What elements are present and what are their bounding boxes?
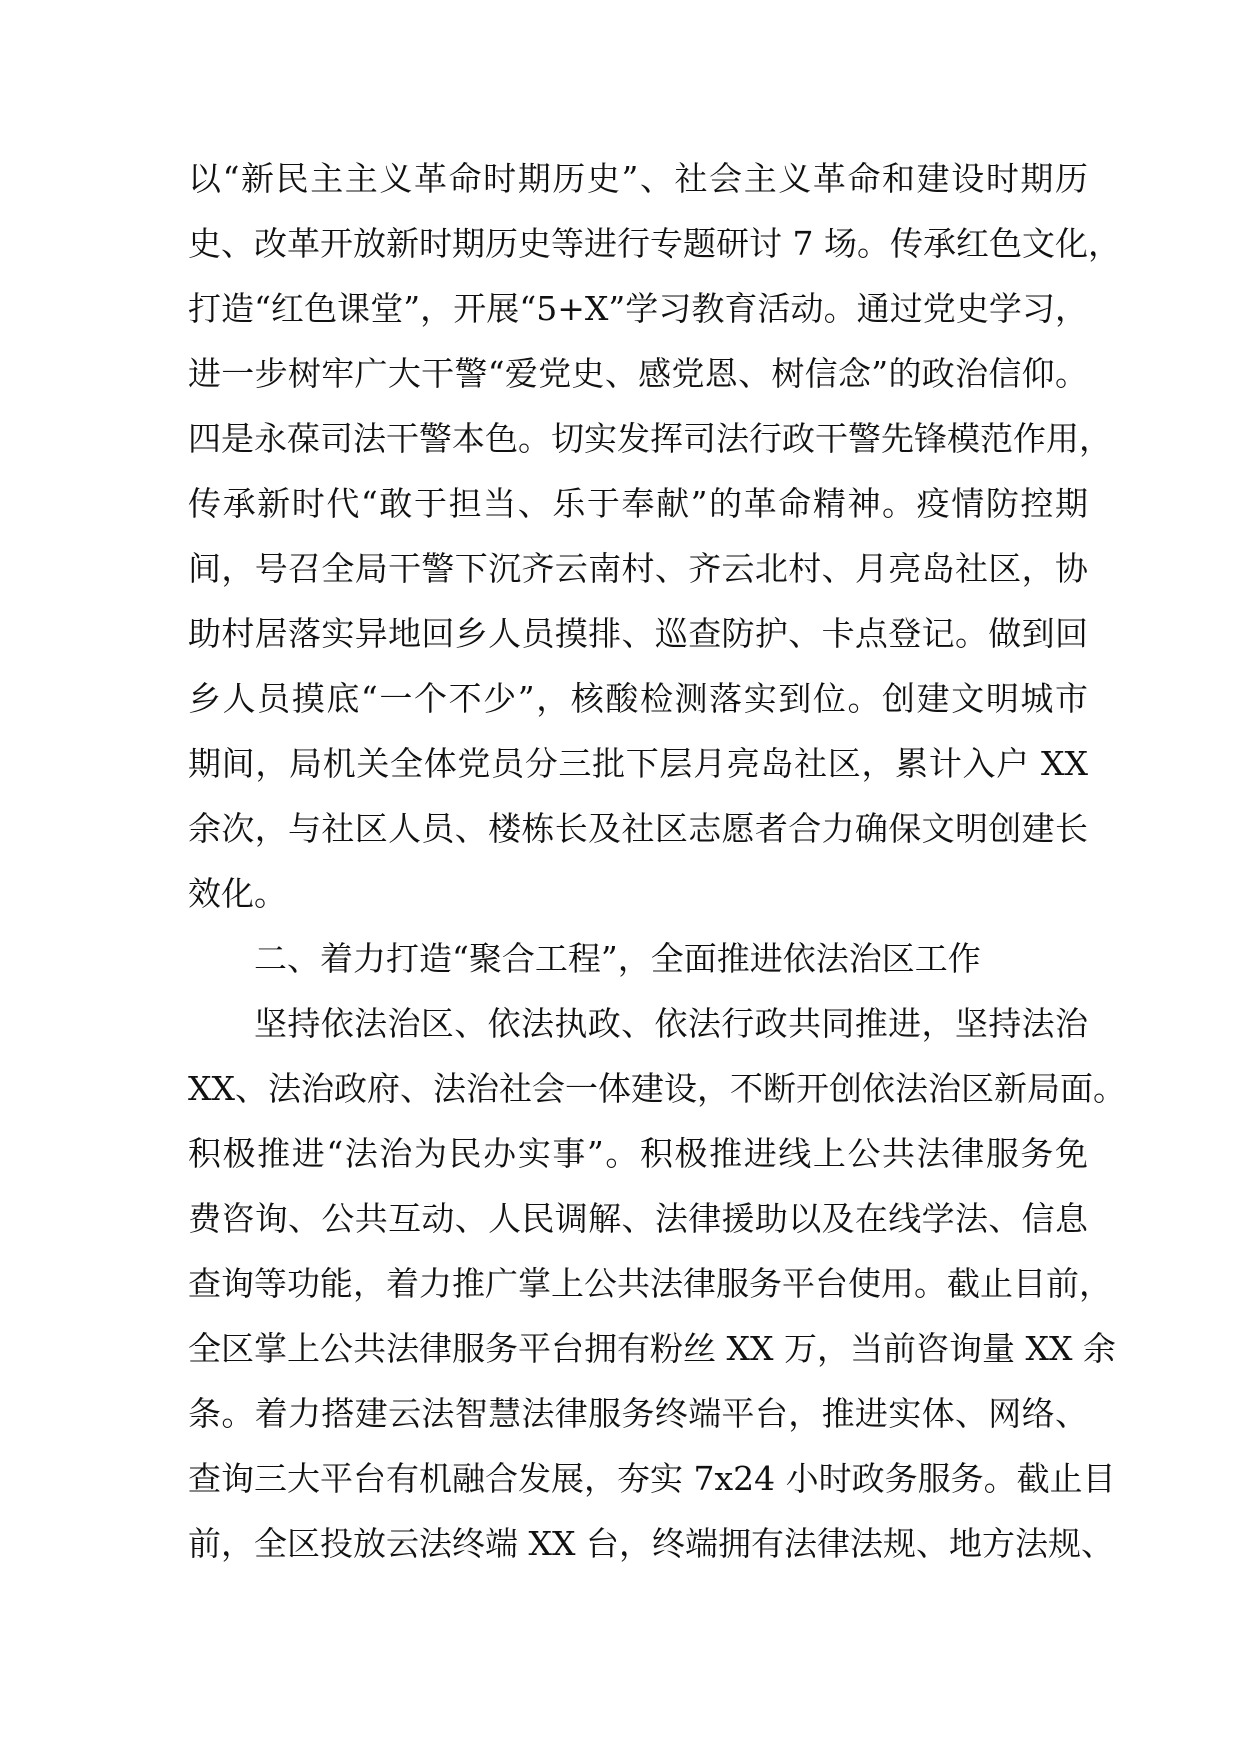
text-line: 间，号召全局干警下沉齐云南村、齐云北村、月亮岛社区，协 <box>188 549 1088 588</box>
paragraph-rule-of-law <box>188 991 1126 1576</box>
text-line: 进一步树牢广大干警“爱党史、感党恩、树信念”的政治信仰。 <box>188 354 1088 393</box>
text-line: 助村居落实异地回乡人员摸排、巡查防护、卡点登记。做到回 <box>188 614 1088 653</box>
text-line: 余次，与社区人员、楼栋长及社区志愿者合力确保文明创建长 <box>188 809 1088 848</box>
text-line: 效化。 <box>188 874 287 913</box>
text-line: 查询等功能，着力推广掌上公共法律服务平台使用。截止目前， <box>188 1264 1112 1303</box>
text-line: 费咨询、公共互动、人民调解、法律援助以及在线学法、信息 <box>188 1199 1088 1238</box>
text-line: 传承新时代“敢于担当、乐于奉献”的革命精神。疫情防控期 <box>188 484 1088 523</box>
text-line: 积极推进“法治为民办实事”。积极推进线上公共法律服务免 <box>188 1134 1088 1173</box>
text-line: 前，全区投放云法终端 XX 台，终端拥有法律法规、地方法规、 <box>188 1524 1114 1563</box>
paragraph-activities <box>188 146 1121 926</box>
document-body <box>188 146 1126 1576</box>
text-line: 以“新民主主义革命时期历史”、社会主义革命和建设时期历 <box>188 159 1088 198</box>
text-line: 全区掌上公共法律服务平台拥有粉丝 XX 万，当前咨询量 XX 余 <box>188 1329 1116 1368</box>
section-heading: 二、着力打造“聚合工程”，全面推进依法治区工作 <box>254 939 981 978</box>
text-line: 乡人员摸底“一个不少”，核酸检测落实到位。创建文明城市 <box>188 679 1088 718</box>
text-line: 史、改革开放新时期历史等进行专题研讨 7 场。传承红色文化， <box>188 224 1121 263</box>
text-line: XX、法治政府、法治社会一体建设，不断开创依法治区新局面。 <box>188 1069 1126 1108</box>
text-line: 坚持依法治区、依法执政、依法行政共同推进，坚持法治 <box>254 1004 1088 1043</box>
text-line: 查询三大平台有机融合发展，夯实 7x24 小时政务服务。截止目 <box>188 1459 1116 1498</box>
text-line: 条。着力搭建云法智慧法律服务终端平台，推进实体、网络、 <box>188 1394 1088 1433</box>
text-line: 期间，局机关全体党员分三批下层月亮岛社区，累计入户 XX <box>188 744 1088 783</box>
text-line: 打造“红色课堂”，开展“5+X”学习教育活动。通过党史学习， <box>188 289 1088 328</box>
text-line: 四是永葆司法干警本色。切实发挥司法行政干警先锋模范作用， <box>188 419 1112 458</box>
